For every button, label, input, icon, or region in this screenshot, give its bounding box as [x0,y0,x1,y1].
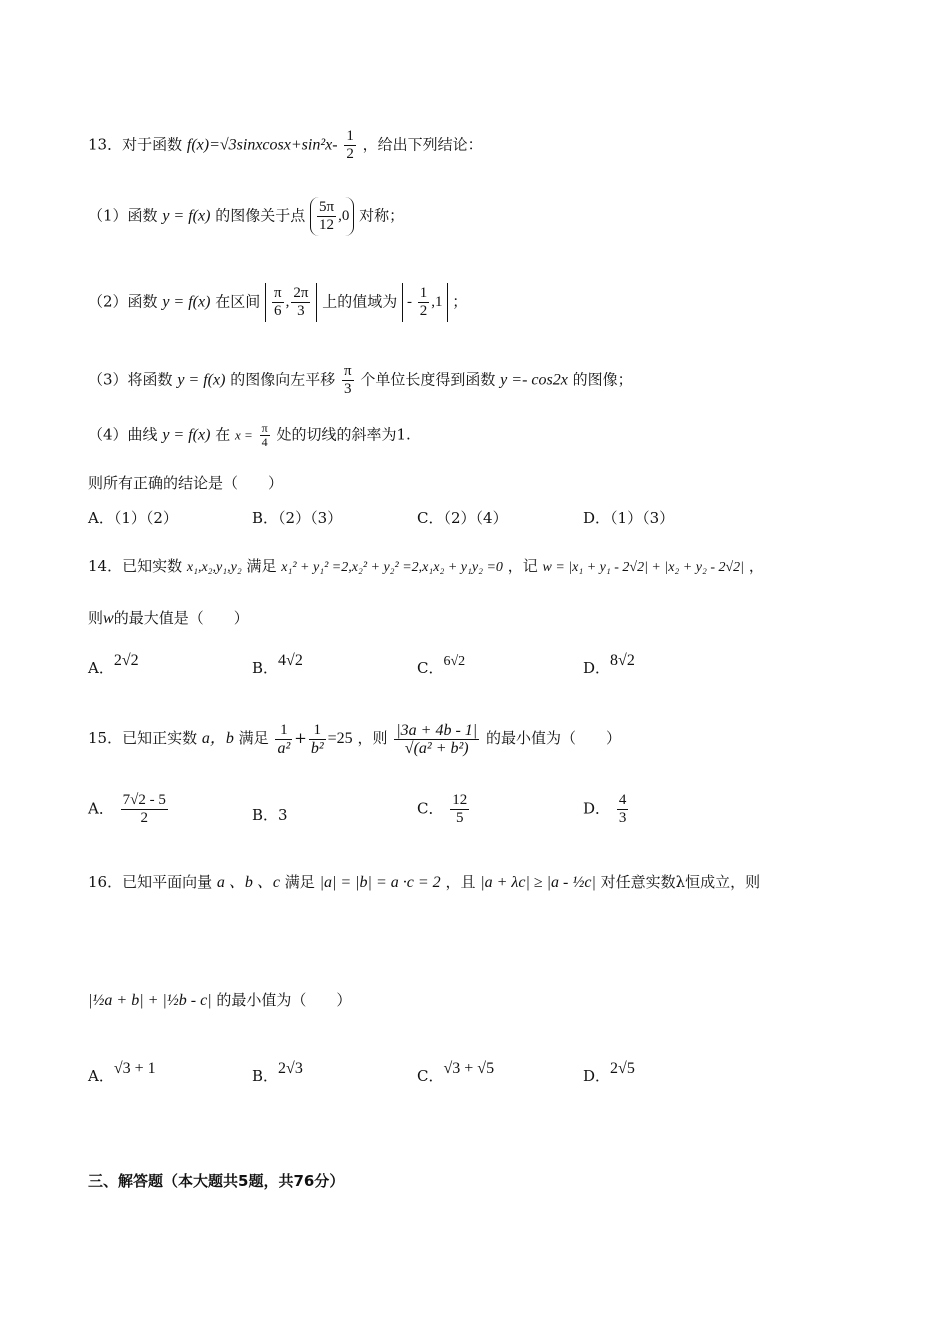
q15-option-b[interactable]: B．3 [252,806,288,824]
q13-interval: $\frac{\pi}{6}$ , $\frac{2\pi}{3}$ [265,283,317,322]
q13-option-a[interactable]: A．（1）（2） [88,509,178,527]
q13-stem: 13．对于函数 f(x)=√3sinxcosx+sin²x- $\frac{1}{2}$ ，给出下列结论： [88,128,483,162]
q14-ask: 则w的最大值是（ ） [88,609,249,627]
q13-statement-3: （3）将函数 y = f(x) 的图像向左平移 $\frac{\pi}{3}$ 个单位长度得到函数 y =- cos2x 的图像； [88,363,633,397]
q13-option-c[interactable]: C．（2）（4） [417,509,508,527]
q16-option-b[interactable]: B．2√3 [252,1060,303,1085]
q16-option-c[interactable]: C．√3 + √5 [417,1060,495,1085]
q13-statement-4: （4）曲线 y = f(x) 在 x = $\frac{\pi}{4}$ 处的切线的斜率为1. [88,421,411,449]
q15-option-c[interactable]: C． $\frac{12}{5}$ [417,792,468,826]
q13-point: $\frac{5\pi}{12}$ ,0 [310,197,354,236]
q15-stem: 15．已知正实数 a，b 满足 $\frac{1}{\text{a²}}$ + $\frac{1}{\text{b²}}$ =25 ，则 $\frac{|3a + 4b - 1|}{\text{√(a² + b²)}}$ 的最小值为（ ） [88,721,621,757]
q13-function: f(x)=√3sinxcosx+sin²x- [186,136,338,154]
q13-statement-2: （2）函数 y = f(x) 在区间 $\frac{\pi}{6}$ , $\frac{2\pi}{3}$ 上的值域为 - $\frac{1}{2}$ ,1 ； [88,283,467,322]
q13-range: - $\frac{1}{2}$ ,1 [402,283,448,322]
q13-statement-1: （1）函数 y = f(x) 的图像关于点 $\frac{5\pi}{12}$ ,0 对称； [88,197,404,236]
q14-option-a[interactable]: A．2√2 [88,652,139,677]
q13-option-b[interactable]: B．（2）（3） [252,509,343,527]
q14-stem: 14．已知实数 x₁,x₂,y₁,y₂ 满足 x₁² + y₁² =2,x₂² + y₂² =2,x₁x₂ + y₁y₂ =0 ，记 w = |x₁ + y₁ - 2√2| + |x₂ + y₂ - 2√2| ， [88,557,764,575]
q15-option-d[interactable]: D． $\frac{4}{3}$ [583,792,627,826]
q14-option-b[interactable]: B．4√2 [252,652,303,677]
q16-option-d[interactable]: D．2√5 [583,1060,635,1085]
q16-option-a[interactable]: A．√3 + 1 [88,1060,156,1085]
q14-option-c[interactable]: C．6√2 [417,654,466,677]
q13-half-fraction: $\frac{1}{2}$ [346,128,354,162]
q13-option-d[interactable]: D．（1）（3） [583,509,675,527]
section-heading: 三、解答题（本大题共5题，共76分） [88,1172,345,1190]
q13-ask: 则所有正确的结论是（ ） [88,474,284,492]
q15-option-a[interactable]: A． $\frac{7√2 - 5}{2}$ [88,792,166,826]
q16-stem: 16．已知平面向量 a 、b 、c 满足 |a| = |b| = a ·c = 2 ，且 |a + λc| ≥ |a - ½c| 对任意实数λ恒成立，则 [88,873,761,891]
q16-ask: |½a + b| + |½b - c| 的最小值为（ ） [88,991,352,1009]
q14-option-d[interactable]: D．8√2 [583,652,635,677]
